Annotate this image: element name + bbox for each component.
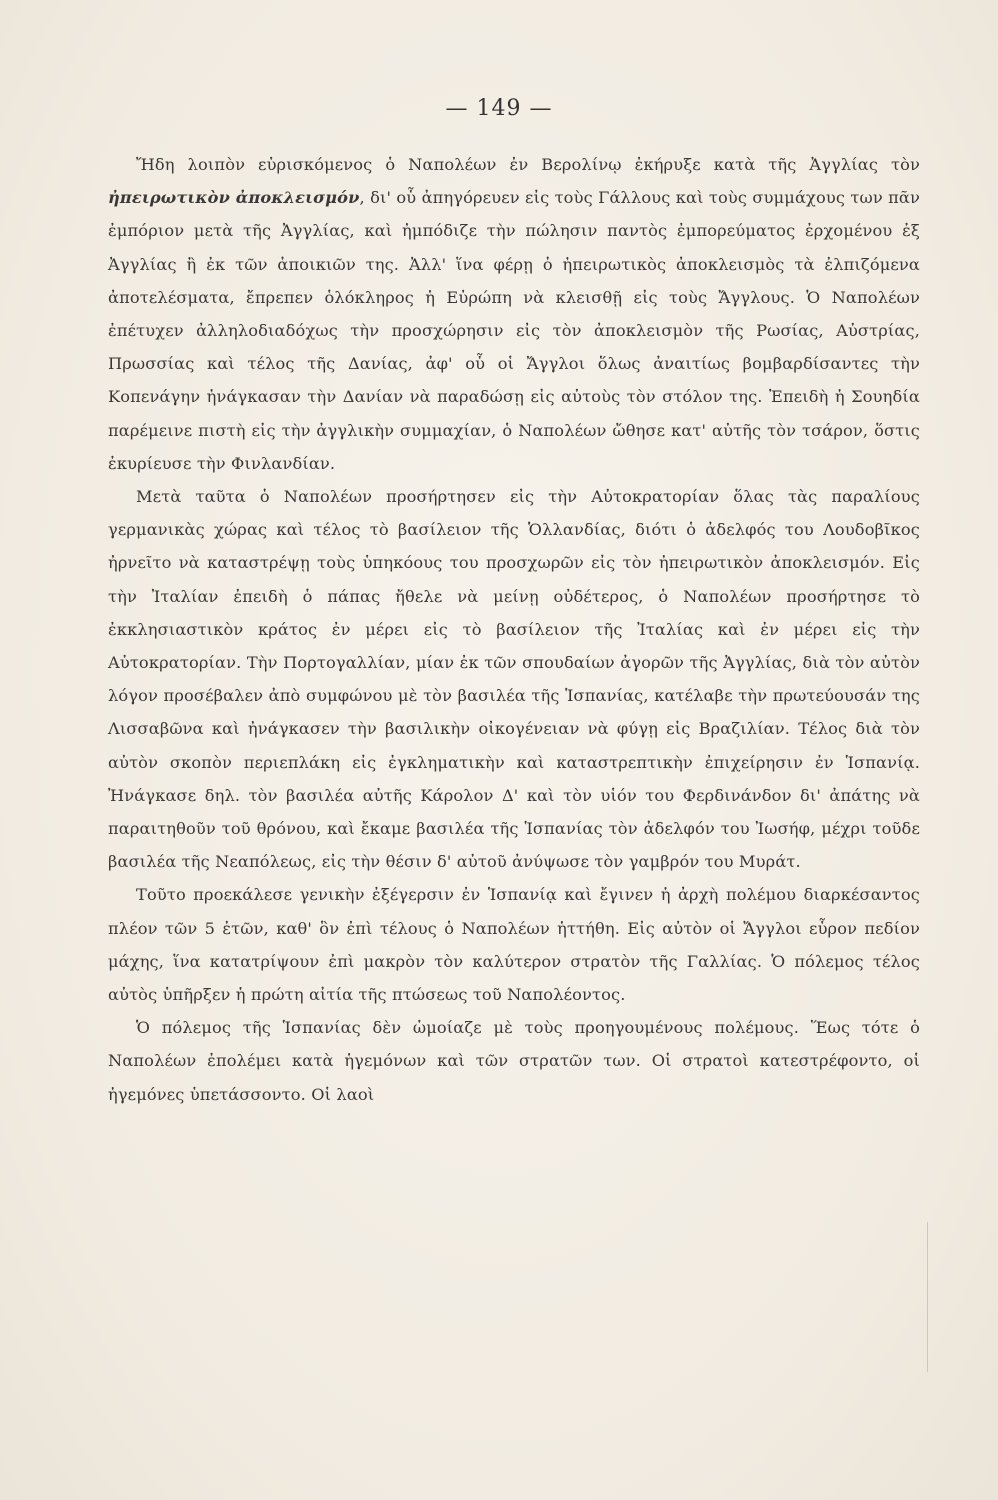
- body-text: [108, 148, 920, 1111]
- paragraph-1-after: , δι' οὗ ἀπηγόρευεν εἰς τοὺς Γάλλους καὶ τοὺς συμμάχους των πᾶν ἐμπόριον μετὰ τῆς Ἀγγλίας, καὶ ἠμπόδιζε τὴν πώλησιν παντὸς ἐμπορεύματος ἐρχομένου ἐξ Ἀγγλίας ἢ ἐκ τῶν ἀποικιῶν της. Ἀλλ' ἵνα φέρῃ ὁ ἠπειρωτικὸς ἀποκλεισμὸς τὰ ἐλπιζόμενα ἀποτελέσματα, ἔπρεπεν ὁλόκληρος ἡ Εὐρώπη νὰ κλεισθῇ εἰς τοὺς Ἄγγλους. Ὁ Ναπολέων ἐπέτυχεν ἀλληλοδιαδόχως τὴν προσχώρησιν εἰς τὸν ἀποκλεισμὸν τῆς Ρωσίας, Αὐστρίας, Πρωσσίας καὶ τέλος τῆς Δανίας, ἀφ' οὗ οἱ Ἄγγλοι ὅλως ἀναιτίως βομβαρδίσαντες τὴν Κοπενάγην ἠνάγκασαν τὴν Δανίαν νὰ παραδώσῃ εἰς αὐτοὺς τὸν στόλον της. Ἐπειδὴ ἡ Σουηδία παρέμεινε πιστὴ εἰς τὴν ἀγγλικὴν συμμαχίαν, ὁ Ναπολέων ὤθησε κατ' αὐτῆς τὸν τσάρον, ὅστις ἐκυρίευσε τὴν Φινλανδίαν.: [108, 188, 920, 473]
- paragraph-3: Τοῦτο προεκάλεσε γενικὴν ἐξέγερσιν ἐν Ἱσπανίᾳ καὶ ἔγινεν ἡ ἀρχὴ πολέμου διαρκέσαντος πλέον τῶν 5 ἐτῶν, καθ' ὃν ἐπὶ τέλους ὁ Ναπολέων ἡττήθη. Εἰς αὐτὸν οἱ Ἄγγλοι εὗρον πεδίον μάχης, ἵνα κατατρίψουν ἐπὶ μακρὸν τὸν καλύτερον στρατὸν τῆς Γαλλίας. Ὁ πόλεμος τέλος αὐτὸς ὑπῆρξεν ἡ πρώτη αἰτία τῆς πτώσεως τοῦ Ναπολέοντος.: [108, 885, 920, 1005]
- paragraph-1: [108, 148, 920, 480]
- paragraph-4: Ὁ πόλεμος τῆς Ἱσπανίας δὲν ὡμοίαζε μὲ τοὺς προηγουμένους πολέμους. Ἕως τότε ὁ Ναπολέων ἐπολέμει κατὰ ἡγεμόνων καὶ τῶν στρατῶν των. Οἱ στρατοὶ κατεστρέφοντο, οἱ ἡγεμόνες ὑπετάσσοντο. Οἱ λαοὶ: [108, 1018, 920, 1104]
- page-edge-shadow: [927, 1222, 936, 1372]
- emphasized-term: ἠπειρωτικὸν ἀποκλεισμόν: [108, 188, 360, 208]
- page-number: — 149 —: [445, 96, 553, 121]
- paragraph-1-before: Ἤδη λοιπὸν εὑρισκόμενος ὁ Ναπολέων ἐν Βερολίνῳ ἐκήρυξε κατὰ τῆς Ἀγγλίας τὸν: [136, 155, 920, 174]
- paragraph-2: Μετὰ ταῦτα ὁ Ναπολέων προσήρτησεν εἰς τὴν Αὐτοκρατορίαν ὅλας τὰς παραλίους γερμανικὰς χώρας καὶ τέλος τὸ βασίλειον τῆς Ὁλλανδίας, διότι ὁ ἀδελφός του Λουδοβῖκος ἠρνεῖτο νὰ καταστρέψῃ τοὺς ὑπηκόους του προσχωρῶν εἰς τὸν ἠπειρωτικὸν ἀποκλεισμόν. Εἰς τὴν Ἰταλίαν ἐπειδὴ ὁ πάπας ἤθελε νὰ μείνῃ οὐδέτερος, ὁ Ναπολέων προσήρτησε τὸ ἐκκλησιαστικὸν κράτος ἐν μέρει εἰς τὸ βασίλειον τῆς Ἰταλίας καὶ ἐν μέρει εἰς τὴν Αὐτοκρατορίαν. Τὴν Πορτογαλλίαν, μίαν ἐκ τῶν σπουδαίων ἀγορῶν τῆς Ἀγγλίας, διὰ τὸν αὐτὸν λόγον προσέβαλεν ἀπὸ συμφώνου μὲ τὸν βασιλέα τῆς Ἱσπανίας, κατέλαβε τὴν πρωτεύουσάν της Λισσαβῶνα καὶ ἠνάγκασεν τὴν βασιλικὴν οἰκογένειαν νὰ φύγῃ εἰς Βραζιλίαν. Τέλος διὰ τὸν αὐτὸν σκοπὸν περιεπλάκη εἰς ἐγκληματικὴν καὶ καταστρεπτικὴν ἐπιχείρησιν ἐν Ἱσπανίᾳ. Ἠνάγκασε δηλ. τὸν βασιλέα αὐτῆς Κάρολον Δ' καὶ τὸν υἱόν του Φερδινάνδον δι' ἀπάτης νὰ παραιτηθοῦν τοῦ θρόνου, καὶ ἔκαμε βασιλέα τῆς Ἱσπανίας τὸν ἀδελφόν του Ἰωσήφ, μέχρι τοῦδε βασιλέα τῆς Νεαπόλεως, εἰς τὴν θέσιν δ' αὐτοῦ ἀνύψωσε τὸν γαμβρόν του Μυράτ.: [108, 487, 920, 872]
